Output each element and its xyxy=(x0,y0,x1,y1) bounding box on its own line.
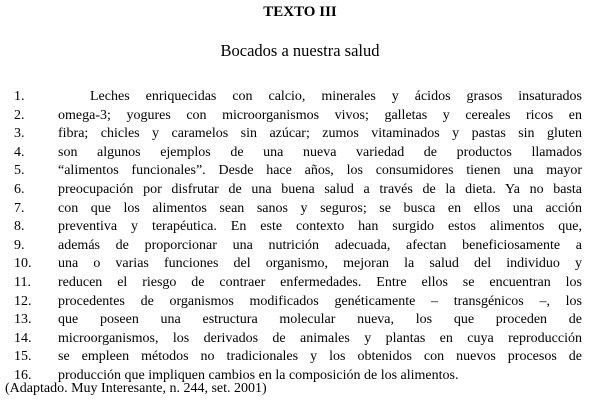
text-line xyxy=(14,311,594,330)
text-line xyxy=(14,218,594,237)
line-text: una o varias funciones del organismo, mejoran la salud del individuo y xyxy=(58,256,582,272)
line-text: procedentes de organismos modificados genéticamente – transgénicos –, los xyxy=(58,293,582,309)
line-number: 9. xyxy=(14,237,25,253)
text-line xyxy=(14,274,594,293)
line-text: que poseen una estructura molecular nueva, los que proceden de xyxy=(58,312,582,328)
line-number: 5. xyxy=(14,163,25,179)
line-number: 10. xyxy=(14,256,32,272)
line-number: 12. xyxy=(14,293,32,309)
numbered-text-body xyxy=(14,88,594,386)
line-number: 6. xyxy=(14,181,25,197)
text-line xyxy=(14,181,594,200)
line-number: 13. xyxy=(14,312,32,328)
line-text: con que los alimentos sean sanos y seguros; se busca en ellos una acción xyxy=(58,200,582,216)
line-number: 2. xyxy=(14,107,25,123)
line-text: omega-3; yogures con microorganismos vivos; galletas y cereales ricos en xyxy=(58,107,582,123)
text-line xyxy=(14,200,594,219)
line-number: 8. xyxy=(14,219,25,235)
line-text: se empleen métodos no tradicionales y los obtenidos con nuevos procesos de xyxy=(58,349,582,365)
line-number: 7. xyxy=(14,200,25,216)
text-title: Bocados a nuestra salud xyxy=(220,41,380,60)
text-line xyxy=(14,237,594,256)
line-number: 16. xyxy=(14,367,32,383)
text-line xyxy=(14,88,594,107)
line-text: además de proporcionar una nutrición adecuada, afectan beneficiosamente a xyxy=(58,237,582,253)
text-line xyxy=(14,144,594,163)
text-line xyxy=(14,107,594,126)
line-text: producción que impliquen cambios en la composición de los alimentos. xyxy=(58,367,459,383)
line-text: reducen el riesgo de contraer enfermedades. Entre ellos se encuentran los xyxy=(58,274,582,290)
text-line xyxy=(14,293,594,312)
line-text: microorganismos, los derivados de animales y plantas en cuya reproducción xyxy=(58,330,582,346)
line-number: 11. xyxy=(14,274,31,290)
line-number: 1. xyxy=(14,89,25,104)
line-number: 15. xyxy=(14,349,32,365)
line-text: “alimentos funcionales”. Desde hace años, los consumidores tienen una mayor xyxy=(58,163,582,179)
section-heading: TEXTO III xyxy=(263,4,337,20)
line-text: fibra; chicles y caramelos sin azúcar; zumos vitaminados y pastas sin gluten xyxy=(58,126,582,142)
line-text: preventiva y terapéutica. En este contexto han surgido estos alimentos que, xyxy=(58,219,582,235)
line-text: Leches enriquecidas con calcio, minerales y ácidos grasos insaturados xyxy=(90,89,582,104)
line-number: 14. xyxy=(14,330,32,346)
text-line xyxy=(14,348,594,367)
text-line xyxy=(14,125,594,144)
line-number: 3. xyxy=(14,126,25,142)
text-line xyxy=(14,255,594,274)
source-citation: (Adaptado. Muy Interesante, n. 244, set. 2001) xyxy=(5,381,267,396)
text-line xyxy=(14,330,594,349)
line-text: preocupación por disfrutar de una buena salud a través de la dieta. Ya no basta xyxy=(58,181,582,197)
text-line xyxy=(14,162,594,181)
line-text: son algunos ejemplos de una nueva variedad de productos llamados xyxy=(58,144,582,160)
line-number: 4. xyxy=(14,144,25,160)
